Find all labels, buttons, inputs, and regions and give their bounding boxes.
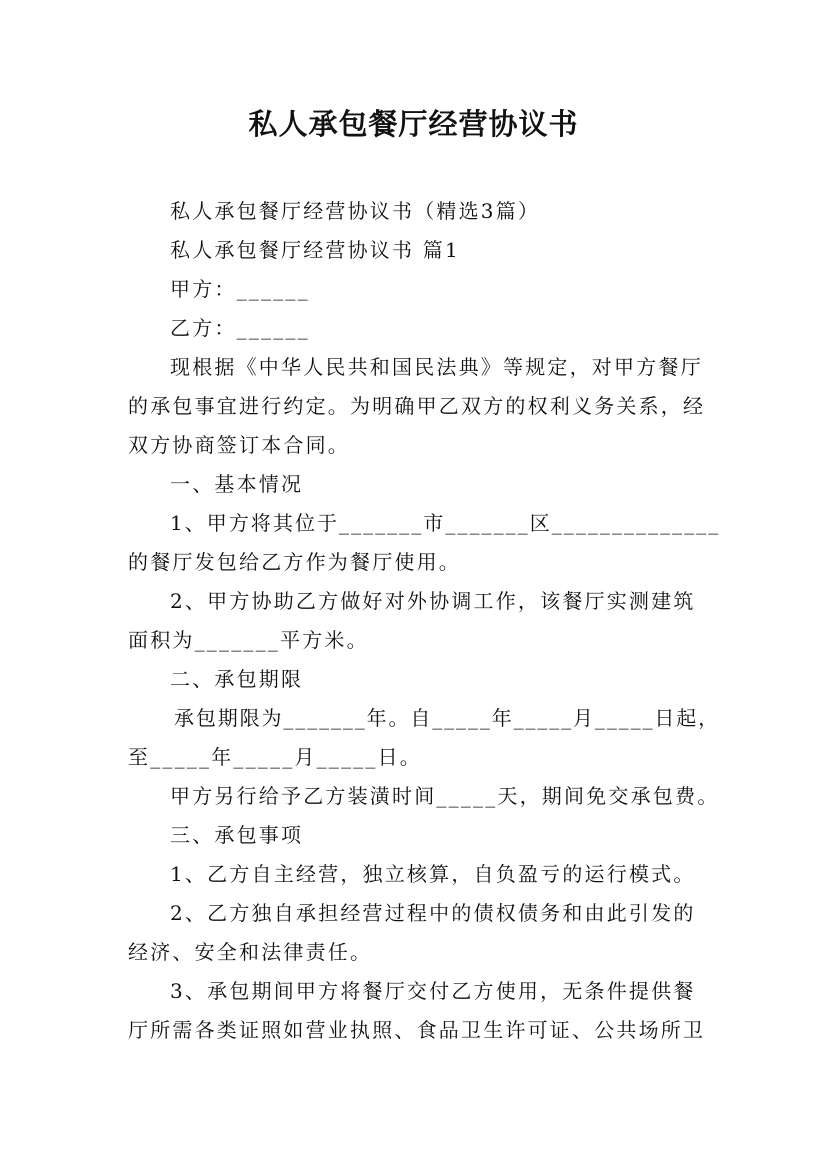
subtitle-line: 私人承包餐厅经营协议书（精选3篇）: [170, 199, 541, 223]
paragraph-line: 面积为_______平方米。: [128, 628, 369, 652]
paragraph-line: 1、甲方将其位于_______市_______区______________: [170, 511, 721, 535]
section-heading-line: 私人承包餐厅经营协议书 篇1: [170, 238, 460, 262]
party-a-line: 甲方：______: [170, 277, 310, 301]
section-heading-line: 一、基本情况: [170, 472, 304, 496]
paragraph-line: 现根据《中华人民共和国民法典》等规定，对甲方餐厅: [170, 355, 703, 379]
paragraph-line: 的餐厅发包给乙方作为餐厅使用。: [128, 550, 461, 574]
section-heading-line: 二、承包期限: [170, 667, 304, 691]
paragraph-line: 1、乙方自主经营，独立核算，自负盈亏的运行模式。: [170, 862, 696, 886]
paragraph-line: 2、甲方协助乙方做好对外协调工作，该餐厅实测建筑: [170, 589, 696, 613]
paragraph-line: 的承包事宜进行约定。为明确甲乙双方的权利义务关系，经: [128, 394, 706, 418]
paragraph-line: 双方协商签订本合同。: [128, 433, 350, 457]
section-heading-line: 三、承包事项: [170, 823, 304, 847]
paragraph-line: 甲方另行给予乙方装潢时间_____天，期间免交承包费。: [170, 784, 720, 808]
paragraph-line: 3、承包期间甲方将餐厅交付乙方使用，无条件提供餐: [170, 979, 696, 1003]
paragraph-line: 经济、安全和法律责任。: [128, 940, 373, 964]
document-title: 私人承包餐厅经营协议书: [248, 107, 579, 141]
paragraph-line: 承包期限为_______年。自_____年_____月_____日起，: [174, 706, 720, 730]
paragraph-line: 厅所需各类证照如营业执照、食品卫生许可证、公共场所卫: [128, 1018, 706, 1042]
party-b-line: 乙方：______: [170, 316, 310, 340]
paragraph-line: 2、乙方独自承担经营过程中的债权债务和由此引发的: [170, 901, 696, 925]
paragraph-line: 至_____年_____月_____日。: [128, 745, 422, 769]
